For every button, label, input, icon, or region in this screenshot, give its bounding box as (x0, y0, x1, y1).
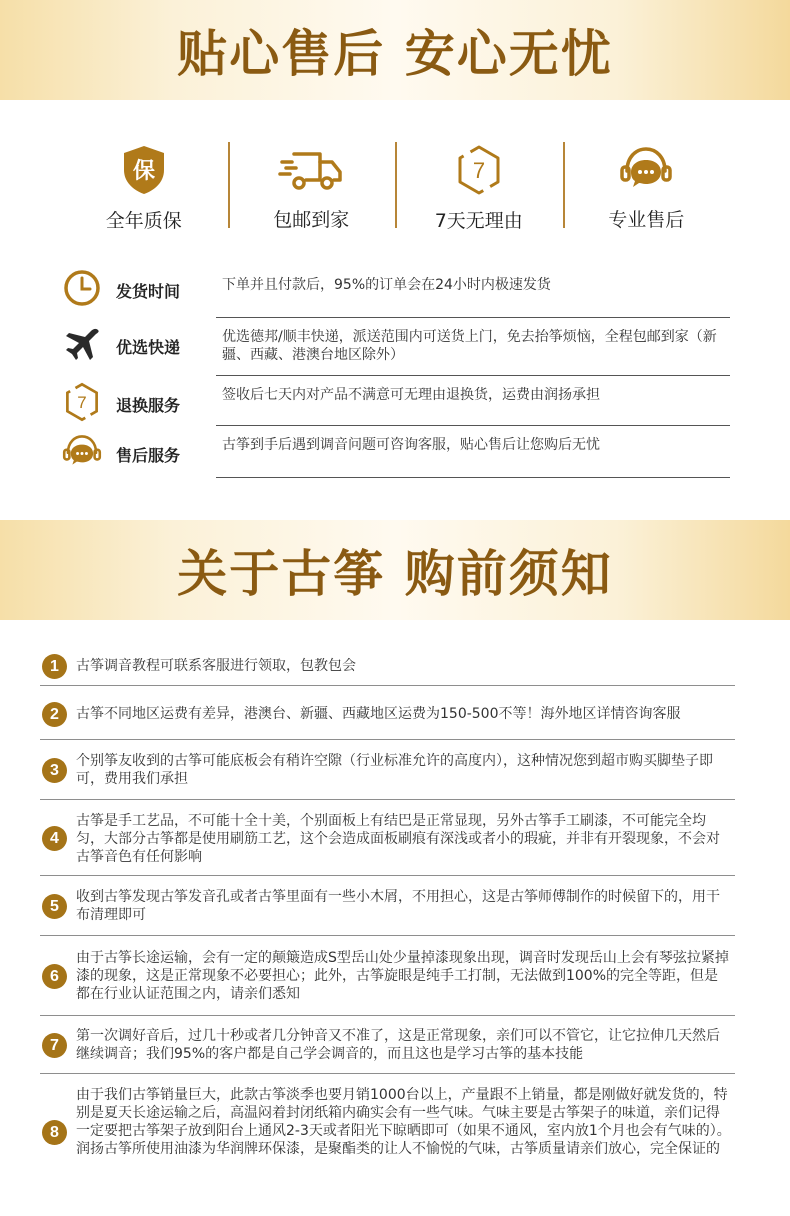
chat-headset-icon (619, 144, 673, 195)
service-row-shipping-time (60, 262, 730, 318)
notice-number-badge: 1 (42, 654, 67, 679)
service-row-after-sales (60, 426, 730, 478)
feature-pro-service (563, 140, 731, 232)
notice-number-badge: 4 (42, 826, 67, 851)
service-row-courier (60, 318, 730, 376)
notice-item (40, 1016, 735, 1074)
seven-day-return-icon (453, 144, 505, 196)
divider (216, 477, 730, 478)
notice-item (40, 686, 735, 740)
seven-day-return-icon (62, 382, 102, 422)
notice-text: 古筝是手工艺品，不可能十全十美，个别面板上有结巴是正常显现，另外古筝手工刷漆，不可能完全均匀，大部分古筝都是使用刷筋工艺，这个会造成面板刷痕有深浅或者小的瑕疵，并非有开裂现象，不会对古筝音色有任何影响 (76, 813, 720, 865)
notice-text: 收到古筝发现古筝发音孔或者古筝里面有一些小木屑，不用担心，这是古筝师傅制作的时候留下的，用干布清理即可 (76, 889, 720, 923)
feature-label: 全年质保 (105, 210, 182, 232)
notice-text: 古筝调音教程可联系客服进行领取，包教包会 (76, 658, 356, 674)
notice-item (40, 1074, 735, 1192)
service-row-returns (60, 376, 730, 426)
notice-text: 个别筝友收到的古筝可能底板会有稍许空隙（行业标准允许的高度内），这种情况您到超市购买脚垫子即可，费用我们承担 (76, 753, 713, 787)
chat-headset-icon (62, 432, 102, 472)
shield-badge-icon (121, 144, 167, 196)
clock-icon (62, 268, 102, 308)
svg-text:7: 7 (77, 393, 87, 413)
service-description: 下单并且付款后，95%的订单会在24小时内极速发货 (222, 277, 551, 293)
notice-number-badge: 6 (42, 964, 67, 989)
purchase-notice-title: 关于古筝 购前须知 (177, 544, 613, 603)
purchase-notice-banner (0, 520, 790, 620)
notice-number-badge: 3 (42, 758, 67, 783)
feature-free-shipping (228, 140, 396, 232)
feature-label: 7天无理由 (434, 210, 523, 232)
service-title: 优选快递 (116, 338, 181, 357)
notice-number-badge: 8 (42, 1120, 67, 1145)
notice-number-badge: 7 (42, 1033, 67, 1058)
notice-item (40, 800, 735, 876)
feature-label: 包邮到家 (273, 209, 350, 231)
notice-text: 古筝不同地区运费有差异，港澳台、新疆、西藏地区运费为150-500不等！海外地区详情咨询客服 (76, 706, 681, 722)
feature-label: 专业售后 (608, 209, 685, 231)
delivery-truck-icon (278, 144, 344, 195)
service-title: 退换服务 (116, 396, 181, 415)
airplane-icon (62, 324, 102, 364)
service-title: 售后服务 (116, 446, 181, 465)
notice-item (40, 646, 735, 686)
notice-number-badge: 2 (42, 702, 67, 727)
feature-row (60, 140, 730, 232)
feature-warranty (60, 140, 228, 232)
notice-list (40, 646, 735, 1192)
service-list (60, 262, 730, 478)
notice-text: 由于古筝长途运输，会有一定的颠簸造成S型岳山处少量掉漆现象出现，调音时发现岳山上会有琴弦拉紧掉漆的现象，这是正常现象不必要担心；此外，古筝旋眼是纯手工打制，无法做到100%的完全等距，但是都在行业认证范围之内，请亲们悉知 (76, 950, 729, 1002)
service-description: 优选德邦/顺丰快递，派送范围内可送货上门，免去抬筝烦恼，全程包邮到家（新疆、西藏、港澳台地区除外） (222, 329, 717, 363)
service-title: 发货时间 (116, 282, 181, 301)
notice-text: 由于我们古筝销量巨大，此款古筝淡季也要月销1000台以上，产量跟不上销量，都是刚做好就发货的，特别是夏天长途运输之后，高温闷着封闭纸箱内确实会有一些气味。气味主要是古筝架子的味道，亲们记得一定要把古筝架子放到阳台上通风2-3天或者阳光下晾晒即可（如果不通风，室内放1个月也会有气味的）。润扬古筝所使用油漆为华润牌环保漆，是聚酯类的让人不愉悦的气味，古筝质量请亲们放心，完全保证的 (76, 1087, 731, 1157)
after-sales-banner (0, 0, 790, 100)
notice-text: 第一次调好音后，过几十秒或者几分钟音又不准了，这是正常现象，亲们可以不管它，让它拉伸几天然后继续调音；我们95%的客户都是自己学会调音的，而且这也是学习古筝的基本技能 (76, 1028, 720, 1062)
svg-text:7: 7 (472, 158, 485, 183)
service-description: 古筝到手后遇到调音问题可咨询客服，贴心售后让您购后无忧 (222, 437, 600, 453)
after-sales-title: 贴心售后 安心无忧 (177, 24, 613, 83)
service-description: 签收后七天内对产品不满意可无理由退换货，运费由润扬承担 (222, 387, 600, 403)
notice-number-badge: 5 (42, 894, 67, 919)
notice-item (40, 876, 735, 936)
notice-item (40, 936, 735, 1016)
svg-text:保: 保 (132, 159, 155, 184)
feature-seven-day (395, 140, 563, 232)
notice-item (40, 740, 735, 800)
